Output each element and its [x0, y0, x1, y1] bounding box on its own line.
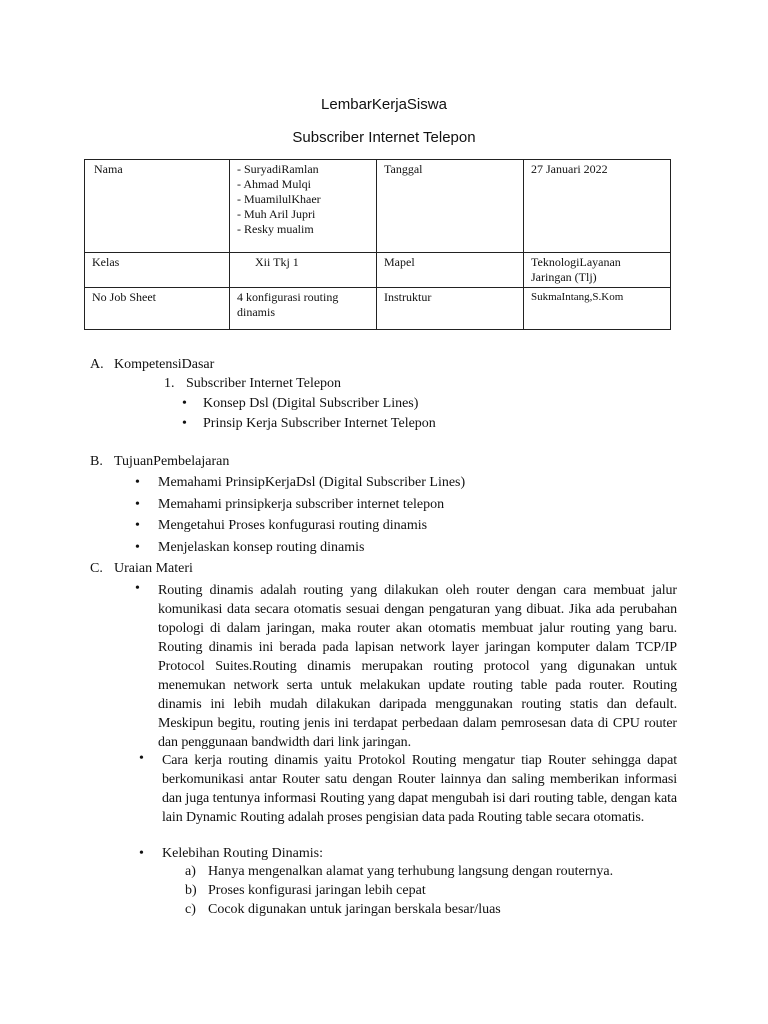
bullet-icon: • [135, 497, 140, 512]
paragraph: Cara kerja routing dinamis yaitu Protokol Routing mengatur tiap Router sehingga dapat berkomunikasi antar Router satu dengan Router lainnya dan saling memberikan informasi dan juga tentunya informasi Routing yang dapat mengubah isi dari routing table, dengan kata lain Dynamic Routing adalah proses pengisian data pada Routing table secara otomatis. [162, 753, 677, 825]
table-row [85, 253, 671, 288]
paragraph: Routing dinamis adalah routing yang dilakukan oleh router dengan cara membuat jalur komunikasi data secara otomatis sesuai dengan pengaturan yang dibuat. Jika ada perubahan topologi di dalam jaringan, maka router akan otomatis membuat jalur routing yang baru. Routing dinamis ini berada pada lapisan network layer jaringan komputer dalam TCP/IP Protocol Suites.Routing dinamis merupakan routing protocol yang digunakan untuk menemukan network serta untuk melakukan update routing table pada router. Routing dinamis ini lebih mudah dilakukan daripada menggunakan routing statis dan default. Meskipun begitu, routing jenis ini terdapat perbedaan dalam pemrosesan data di CPU router dan penggunaan bandwidth dari link jaringan. [158, 583, 677, 750]
info-table [84, 159, 671, 330]
name-item: - Resky mualim [237, 222, 314, 236]
name-item: - MuamilulKhaer [237, 192, 321, 206]
name-item: - Ahmad Mulqi [237, 177, 311, 191]
instruktur-value: SukmaIntang,S.Kom [524, 288, 671, 330]
section-letter: C. [90, 561, 103, 576]
list-item: • Memahami PrinsipKerjaDsl (Digital Subscriber Lines) [135, 475, 466, 490]
bullet-icon: • [135, 475, 140, 490]
tanggal-label: Tanggal [377, 160, 524, 253]
section-title: Uraian Materi [114, 561, 193, 576]
section-a-heading [90, 357, 214, 373]
bullet-icon: • [139, 751, 144, 766]
section-b-heading [90, 454, 229, 470]
nama-value [230, 160, 377, 253]
name-item: - SuryadiRamlan [237, 162, 319, 176]
jobsheet-value: 4 konfigurasi routing dinamis [230, 288, 377, 330]
list-item: a) Hanya mengenalkan alamat yang terhubung langsung dengan routernya. [185, 864, 614, 879]
bullet-icon: • [135, 540, 140, 555]
bullet-icon: • [139, 846, 144, 861]
list-item: c) Cocok digunakan untuk jaringan berskala besar/luas [185, 902, 501, 917]
mapel-label: Mapel [377, 253, 524, 288]
table-row [85, 288, 671, 330]
bullet-icon: • [135, 518, 140, 533]
tanggal-value: 27 Januari 2022 [524, 160, 671, 253]
nama-label: Nama [85, 160, 230, 253]
document-title: LembarKerjaSiswa [321, 96, 447, 113]
section-title: KompetensiDasar [114, 357, 215, 372]
document-subtitle: Subscriber Internet Telepon [292, 129, 476, 146]
numbered-item: 1. Subscriber Internet Telepon [164, 376, 342, 391]
list-item: • Mengetahui Proses konfugurasi routing dinamis [135, 518, 428, 533]
section-letter: B. [90, 454, 103, 469]
list-item: • Konsep Dsl (Digital Subscriber Lines) [182, 396, 419, 411]
jobsheet-label: No Job Sheet [85, 288, 230, 330]
table-row [85, 160, 671, 253]
bullet-icon: • [182, 416, 187, 431]
section-letter: A. [90, 357, 104, 372]
list-item: b) Proses konfigurasi jaringan lebih cepat [185, 883, 426, 898]
kelas-label: Kelas [85, 253, 230, 288]
section-title: TujuanPembelajaran [114, 454, 230, 469]
list-item: • Memahami prinsipkerja subscriber internet telepon [135, 497, 445, 512]
section-c-heading [90, 561, 193, 577]
list-item: • Prinsip Kerja Subscriber Internet Telepon [182, 416, 436, 431]
name-item: - Muh Aril Jupri [237, 207, 316, 221]
bullet-icon: • [135, 581, 140, 596]
mapel-value: TeknologiLayanan Jaringan (Tlj) [524, 253, 671, 288]
list-item: • Kelebihan Routing Dinamis: [139, 846, 323, 861]
kelas-value: Xii Tkj 1 [230, 253, 377, 288]
list-item: • Menjelaskan konsep routing dinamis [135, 540, 365, 555]
bullet-icon: • [182, 396, 187, 411]
instruktur-label: Instruktur [377, 288, 524, 330]
